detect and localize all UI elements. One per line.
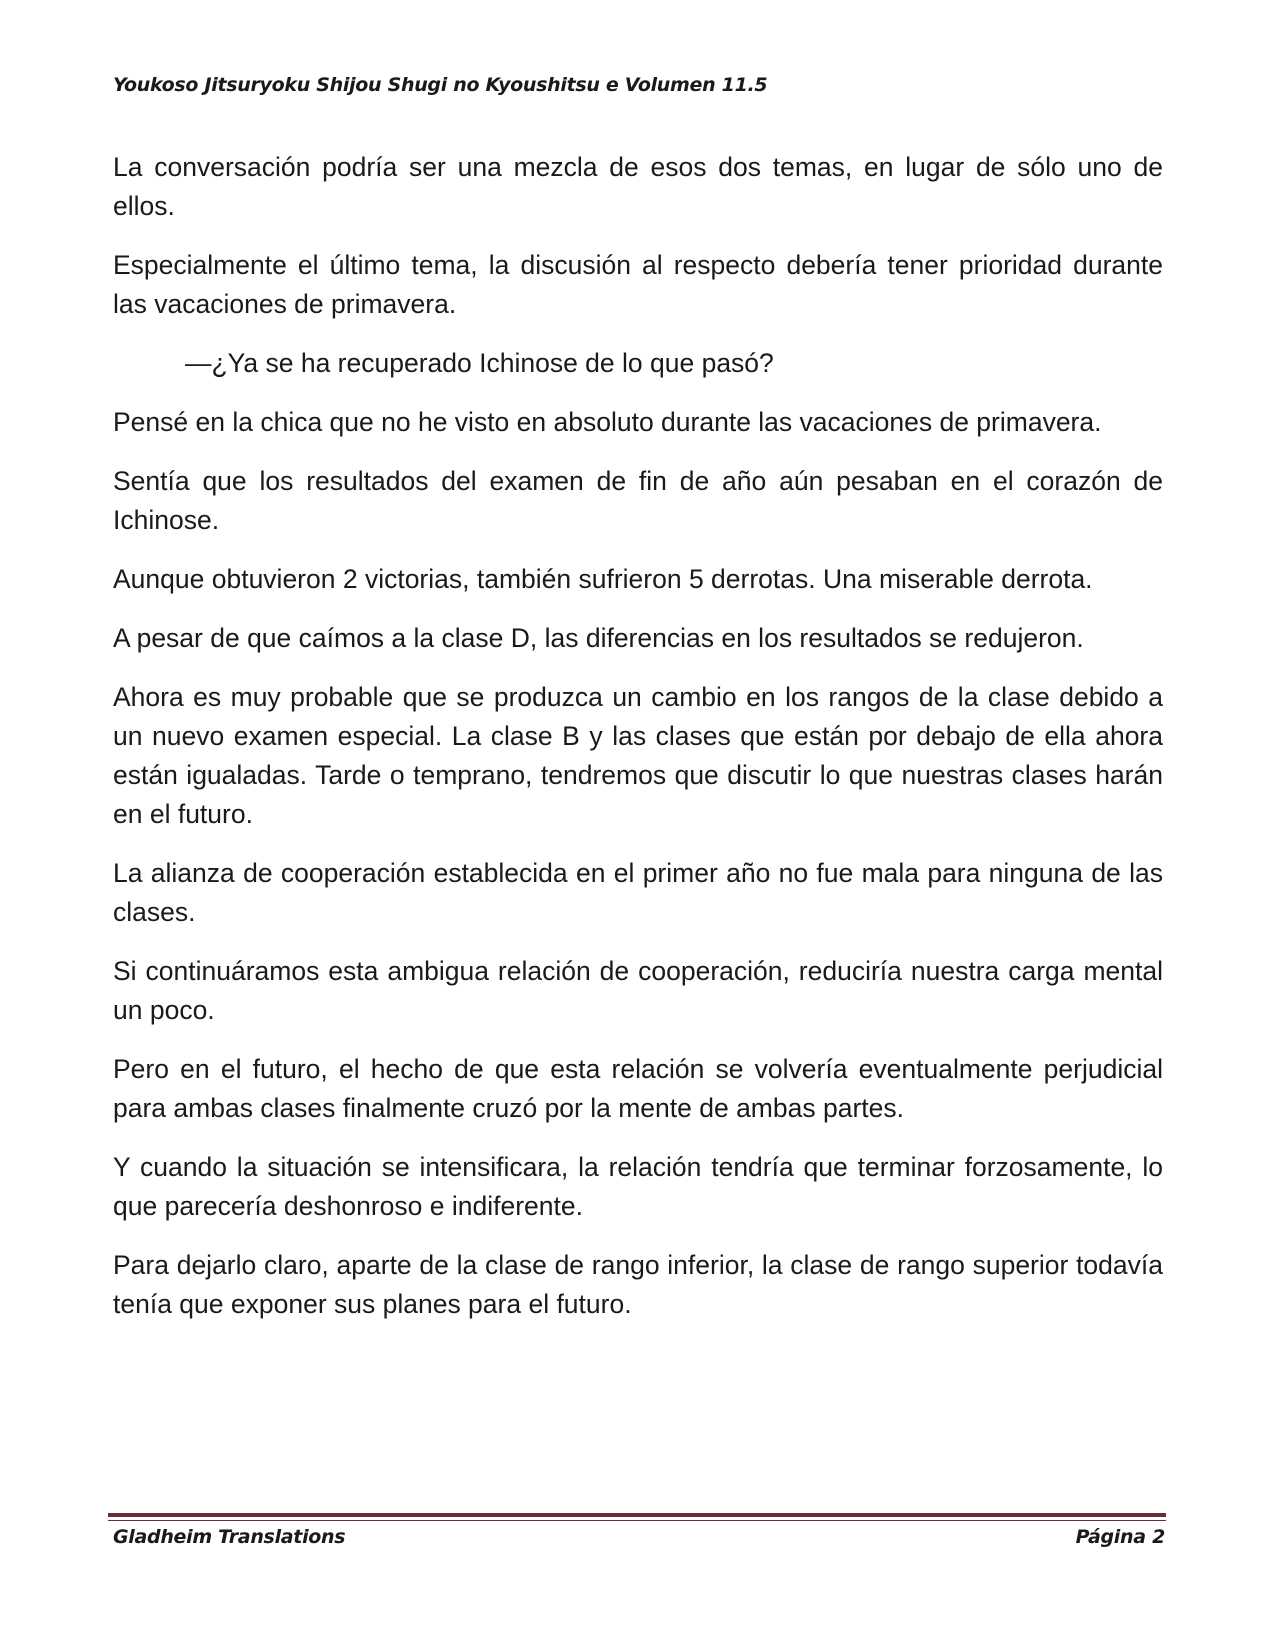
paragraph: Ahora es muy probable que se produzca un cambio en los rangos de la clase debido a un nuevo examen especial. La clase B y las clases que están por debajo de ella ahora están igualadas. Tarde o temprano, tendremos que discutir lo que nuestras clases harán en el futuro.	[113, 682, 1163, 829]
footer-publisher: Gladheim Translations	[113, 1526, 346, 1548]
paragraph: La conversación podría ser una mezcla de esos dos temas, en lugar de sólo uno de ellos.	[113, 152, 1163, 221]
paragraph: Especialmente el último tema, la discusión al respecto debería tener prioridad durante las vacaciones de primavera.	[113, 250, 1163, 319]
footer-divider-thin	[108, 1520, 1166, 1521]
page-header-title: Youkoso Jitsuryoku Shijou Shugi no Kyoushitsu e Volumen 11.5	[113, 74, 768, 96]
paragraph: Para dejarlo claro, aparte de la clase de rango inferior, la clase de rango superior todavía tenía que exponer sus planes para el futuro.	[113, 1250, 1163, 1319]
paragraph: A pesar de que caímos a la clase D, las diferencias en los resultados se redujeron.	[113, 623, 1084, 653]
paragraph: Si continuáramos esta ambigua relación de cooperación, reduciría nuestra carga mental un poco.	[113, 956, 1163, 1025]
paragraph: Y cuando la situación se intensificara, la relación tendría que terminar forzosamente, lo que parecería deshonroso e indiferente.	[113, 1152, 1163, 1221]
footer-divider	[108, 1513, 1166, 1517]
dialogue-paragraph: —¿Ya se ha recuperado Ichinose de lo que pasó?	[185, 348, 774, 378]
paragraph: Pero en el futuro, el hecho de que esta relación se volvería eventualmente perjudicial para ambas clases finalmente cruzó por la mente de ambas partes.	[113, 1054, 1163, 1123]
paragraph: Sentía que los resultados del examen de fin de año aún pesaban en el corazón de Ichinose.	[113, 466, 1163, 535]
paragraph: Pensé en la chica que no he visto en absoluto durante las vacaciones de primavera.	[113, 407, 1102, 437]
paragraph: Aunque obtuvieron 2 victorias, también sufrieron 5 derrotas. Una miserable derrota.	[113, 564, 1093, 594]
footer-page-number: Página 2	[1075, 1526, 1165, 1548]
paragraph: La alianza de cooperación establecida en el primer año no fue mala para ninguna de las clases.	[113, 858, 1163, 927]
document-body	[113, 148, 1163, 1344]
